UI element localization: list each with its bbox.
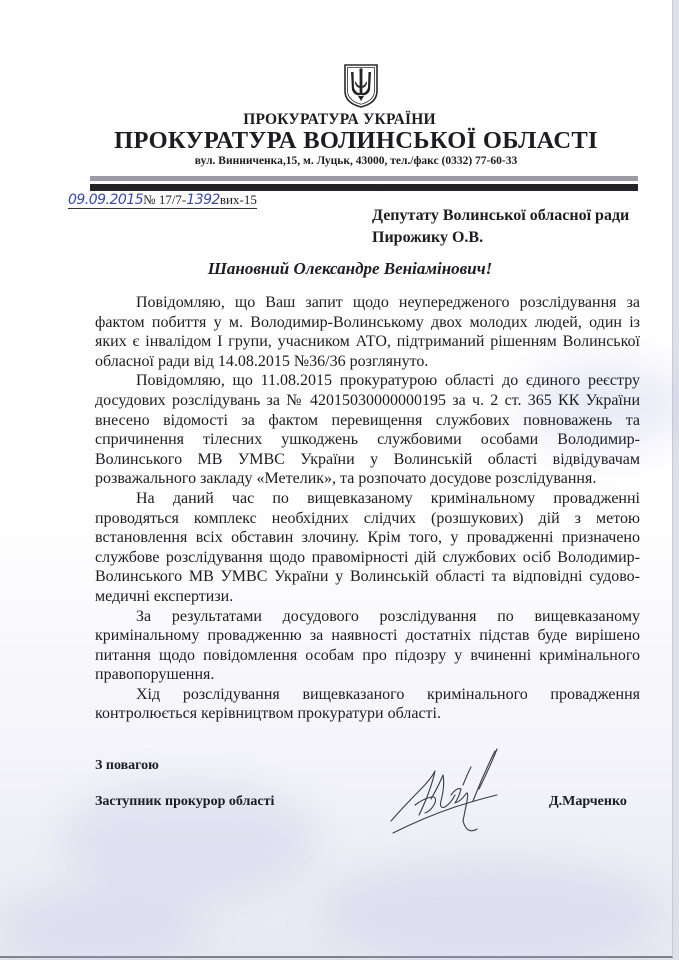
letterhead-rule-light [90,176,638,181]
handwritten-signature-icon [385,745,515,840]
signer-position: Заступник прокурор області [95,794,275,809]
registration-number-line [68,192,257,209]
org-name-title: ПРОКУРАТУРА ВОЛИНСЬКОЇ ОБЛАСТІ [114,127,598,154]
body-paragraph: Повідомляю, що Ваш запит щодо неупередженого розслідування за фактом побиття у м. Володимир-Волинському двох молодих людей, один із яких є інвалідом І групи, учасником АТО, підтриманий рішенням Волинської обласної ради від 14.08.2015 №36/36 розглянуто. [95,294,640,370]
addressee-position: Депутату Волинської обласної ради [372,207,630,224]
body-paragraph: На даний час по вищевказаному кримінальному провадженні проводяться комплекс необхідних слідчих (розшукових) дій з метою встановлення всіх обставин злочину. Крім того, у провадженні призначено службове розслідування щодо правомірності дій службових осіб Володимир-Волинського МВ УМВС України у Волинській області та відповідні судово-медичні експертизи. [95,489,640,605]
body-paragraph: Хід розслідування вищевказаного кримінального провадження контролюється керівництвом прокуратури області. [95,685,640,723]
body-paragraph: За результатами досудового розслідування по вищевказаному кримінальному провадженню за наявності достатніх підстав буде вирішено питання щодо повідомлення особам про підозру у вчиненні кримінального правопорушення. [95,607,640,684]
trident-coat-of-arms-icon [343,63,379,109]
salutation: Шановний Олександре Веніамінович! [207,259,493,278]
scan-shadow [0,890,200,960]
registration-date-handwritten: 09.09.2015 [68,192,144,208]
registration-number-prefix: № 17/7- [143,192,187,207]
closing-phrase: З повагою [95,758,159,773]
letter-body [95,293,640,724]
registration-number-suffix: вих-15 [219,192,257,207]
addressee-name: Пирожику О.В. [372,229,484,246]
org-parent-title: ПРОКУРАТУРА УКРАЇНИ [243,111,436,128]
addressee-block [372,205,629,249]
body-paragraph: Повідомляю, що 11.08.2015 прокуратурою області до єдиного реєстру досудових розслідувань за № 42015030000000195 за ч. 2 ст. 365 КК України внесено відомості за фактом перевищення службових повноважень та спричинення тілесних ушкоджень службовими особами Володимир-Волинського МВ УМВС України у Волинській області відвідувачам розважального закладу «Метелик», та розпочато досудове розслідування. [95,372,640,488]
letterhead-rule-dark [90,184,638,191]
signer-name: Д.Марченко [549,794,627,809]
org-address: вул. Винниченка,15, м. Луцьк, 43000, тел./факс (0332) 77-60-33 [194,155,518,167]
scan-shadow [320,860,660,960]
registration-number-handwritten: 1392 [186,192,220,208]
